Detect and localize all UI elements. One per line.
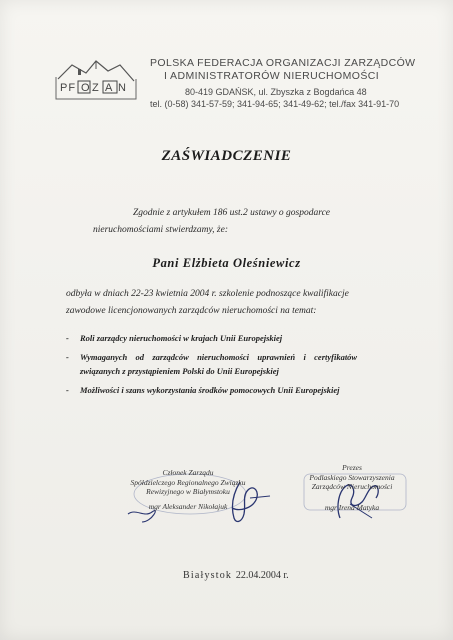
svg-text:N: N bbox=[118, 82, 126, 94]
org-address: 80-419 GDAŃSK, ul. Zbyszka z Bogdańca 48 bbox=[185, 87, 367, 97]
signer-organization-location: Rewizyjnego w Białymstoku bbox=[146, 487, 230, 496]
svg-text:O: O bbox=[81, 82, 90, 94]
topic-dash: - bbox=[66, 333, 69, 343]
topic-dash: - bbox=[66, 352, 69, 362]
intro-line-1: Zgodnie z artykułem 186 ust.2 ustawy o gospodarce bbox=[133, 208, 331, 218]
document-title: ZAŚWIADCZENIE bbox=[161, 148, 292, 164]
topic-text: Roli zarządcy nieruchomości w krajach Unii Europejskiej bbox=[80, 333, 283, 343]
topic-text: Możliwości i szans wykorzystania środków pomocowych Unii Europejskiej bbox=[80, 385, 340, 395]
place-and-date bbox=[183, 570, 289, 581]
topic-dash: - bbox=[66, 385, 69, 395]
intro-line-2: nieruchomościami stwierdzamy, że: bbox=[93, 225, 229, 235]
svg-text:PF: PF bbox=[60, 82, 77, 94]
pfozan-logo bbox=[52, 55, 140, 105]
signer-organization: Podlaskiego Stowarzyszenia bbox=[309, 472, 395, 482]
org-name-line1: POLSKA FEDERACJA ORGANIZACJI ZARZĄDCÓW bbox=[150, 57, 416, 69]
recipient-name: Pani Elżbieta Oleśniewicz bbox=[152, 256, 301, 270]
svg-text:Z: Z bbox=[92, 82, 100, 94]
signer-role: Prezes bbox=[342, 463, 362, 472]
svg-text:A: A bbox=[105, 82, 113, 94]
topic-text-continued: związanych z przystąpieniem Polski do Unii Europejskiej bbox=[80, 366, 279, 376]
place: Białystok bbox=[183, 570, 233, 581]
signature-block-right bbox=[292, 463, 412, 512]
signer-organization: Spółdzielczego Regionalnego Związku bbox=[130, 477, 246, 487]
date: 22.04.2004 r. bbox=[235, 570, 289, 581]
signer-name: mgr Aleksander Nikołajuk bbox=[148, 502, 228, 511]
org-phones: tel. (0-58) 341-57-59; 341-94-65; 341-49-62; tel./fax 341-91-70 bbox=[150, 99, 400, 109]
org-name-line2: I ADMINISTRATORÓW NIERUCHOMOŚCI bbox=[164, 70, 380, 82]
topic-text: Wymaganych od zarządców nieruchomości uprawnień i certyfikatów bbox=[80, 352, 358, 362]
signature-block-left bbox=[118, 468, 258, 511]
training-line-1: odbyła w dniach 22-23 kwietnia 2004 r. szkolenie podnoszące kwalifikacje bbox=[66, 289, 349, 299]
signer-organization-location: Zarządców Nieruchomości bbox=[311, 482, 393, 491]
training-line-2: zawodowe licencjonowanych zarządców nieruchomości na temat: bbox=[66, 306, 317, 316]
signer-role: Członek Zarządu bbox=[162, 468, 214, 477]
signer-name: mgr Irena Matyka bbox=[324, 503, 380, 512]
